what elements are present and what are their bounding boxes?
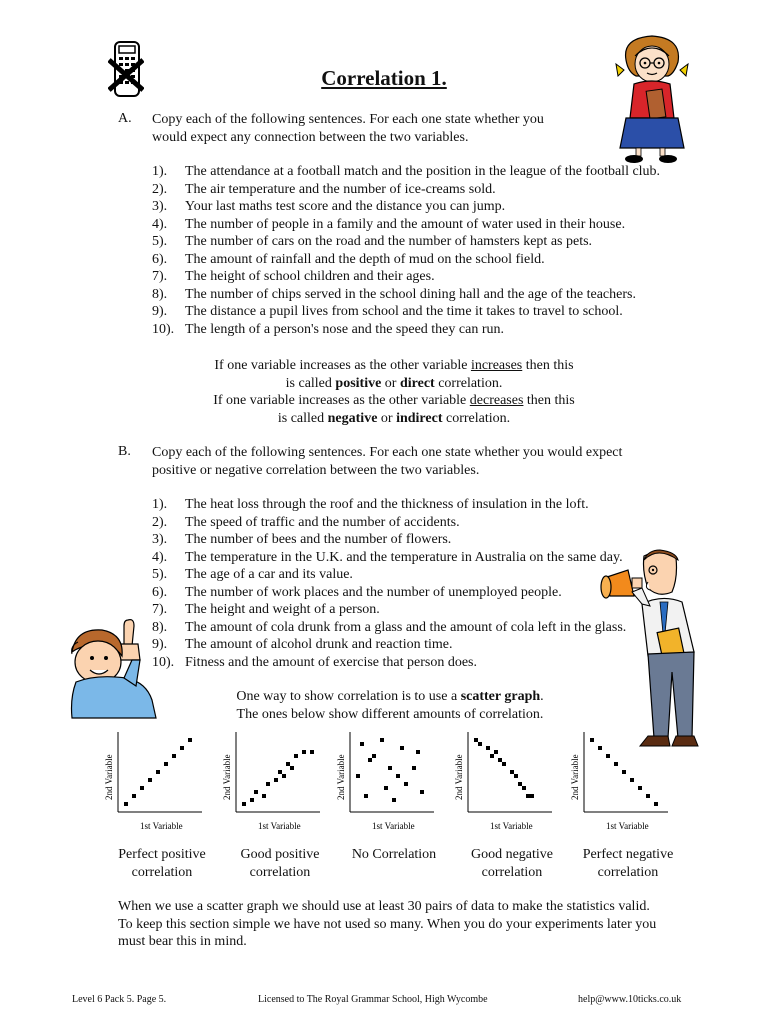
question-number: 3).: [152, 199, 168, 214]
question-item: [152, 268, 660, 286]
scatter-caption: [102, 846, 222, 881]
scatter-point: [502, 762, 506, 766]
def-bold-positive: positive: [335, 375, 382, 391]
question-item: [152, 584, 626, 602]
scatter-point: [384, 786, 388, 790]
scatter-point: [420, 790, 424, 794]
scatter-caption: [568, 846, 688, 881]
scatter-point: [654, 802, 658, 806]
question-item: [152, 549, 626, 567]
x-axis-label: 1st Variable: [372, 821, 415, 831]
question-text: The attendance at a football match and the position in the league of the football club.: [185, 164, 661, 179]
closing-paragraph: [118, 898, 656, 951]
def-text: is called: [277, 410, 328, 426]
scatter-graph: [104, 732, 222, 881]
scatter-caption-line: correlation: [249, 864, 311, 880]
scatter-point: [478, 742, 482, 746]
section-b-question-list: [152, 496, 626, 671]
question-item: [152, 566, 626, 584]
question-number: 7).: [152, 602, 168, 617]
footer-right: help@www.10ticks.co.uk: [578, 994, 682, 1005]
scatter-point: [400, 746, 404, 750]
y-axis-label: 2nd Variable: [104, 754, 114, 800]
scatter-point: [282, 774, 286, 778]
question-text: The number of cars on the road and the number of hamsters kept as pets.: [185, 234, 593, 249]
question-text: The height and weight of a person.: [185, 602, 380, 617]
question-text: The number of people in a family and the amount of water used in their house.: [185, 216, 626, 232]
def-text: then this: [522, 358, 574, 373]
scatter-point: [250, 798, 254, 802]
scatter-point: [164, 762, 168, 766]
scatter-point: [486, 746, 490, 750]
x-axis-label: 1st Variable: [490, 821, 533, 831]
scatter-point: [254, 790, 258, 794]
question-text: The amount of rainfall and the depth of mud on the school field.: [185, 251, 545, 267]
scatter-point: [526, 794, 530, 798]
scatter-point: [598, 746, 602, 750]
scatter-caption-line: correlation: [597, 864, 659, 880]
scatter-point: [364, 794, 368, 798]
question-text: The number of chips served in the school dining hall and the age of the teachers.: [185, 286, 636, 302]
scatter-point: [514, 774, 518, 778]
question-number: 7).: [152, 269, 168, 284]
scatter-caption: [334, 846, 454, 864]
question-text: Your last maths test score and the distance you can jump.: [185, 199, 506, 214]
scatter-plot-svg: [222, 732, 336, 836]
def-bold-indirect: indirect: [396, 410, 443, 426]
question-item: [152, 251, 660, 269]
question-text: The number of work places and the number of unemployed people.: [185, 584, 562, 600]
scatter-point: [412, 766, 416, 770]
scatter-point: [156, 770, 160, 774]
def-text: correlation.: [442, 410, 511, 426]
section-b-intro-line: positive or negative correlation between the two variables.: [152, 462, 480, 478]
def-bold-negative: negative: [327, 410, 378, 426]
section-a-intro-line: would expect any connection between the two variables.: [152, 129, 469, 145]
question-item: [152, 216, 660, 234]
boy-pointing-illustration: [66, 616, 162, 720]
def-text: correlation.: [434, 375, 503, 391]
section-a-question-list: [152, 163, 660, 338]
scatter-point: [368, 758, 372, 762]
question-item: [152, 303, 660, 321]
scatter-point: [302, 750, 306, 754]
scatter-caption: [452, 846, 572, 881]
scatter-point: [360, 742, 364, 746]
scatter-caption-line: Good negative: [470, 847, 554, 862]
section-a-intro-line: Copy each of the following sentences. For each one state whether you: [152, 112, 544, 127]
footer-left: Level 6 Pack 5. Page 5.: [72, 994, 167, 1005]
y-axis-label: 2nd Variable: [570, 754, 580, 800]
scatter-point: [522, 786, 526, 790]
question-number: 6).: [152, 251, 168, 267]
scatter-point: [416, 750, 420, 754]
question-item: [152, 636, 626, 654]
question-number: 9).: [152, 637, 168, 652]
def-text: If one variable increases as the other variable: [214, 358, 471, 373]
question-number: 10).: [152, 654, 175, 670]
scatter-point: [286, 762, 290, 766]
def-underline-decreases: decreases: [469, 393, 524, 408]
scatter-intro-text: .: [540, 689, 544, 704]
section-b-letter: B.: [118, 444, 131, 459]
page-title: Correlation 1.: [321, 66, 447, 90]
section-b-intro: [152, 444, 622, 479]
question-text: The speed of traffic and the number of accidents.: [185, 514, 460, 530]
question-number: 10).: [152, 321, 175, 337]
section-a-intro: [152, 111, 544, 146]
def-text: then this: [523, 393, 575, 408]
scatter-point: [518, 782, 522, 786]
closing-line: must bear this in mind.: [118, 934, 247, 949]
scatter-graph: [222, 732, 340, 881]
def-text: is called: [285, 375, 336, 391]
section-b-intro-line: Copy each of the following sentences. For each one state whether you would expect: [152, 445, 623, 460]
scatter-graph: [454, 732, 572, 881]
def-text: If one variable increases as the other variable: [213, 393, 470, 408]
scatter-point: [498, 758, 502, 762]
scatter-graph: [336, 732, 454, 864]
correlation-definition: [150, 357, 638, 427]
question-number: 4).: [152, 549, 168, 565]
x-axis-label: 1st Variable: [606, 821, 649, 831]
question-item: [152, 163, 660, 181]
scatter-point: [294, 754, 298, 758]
question-number: 2).: [152, 514, 168, 530]
x-axis-label: 1st Variable: [140, 821, 183, 831]
scatter-caption-line: Good positive: [240, 847, 320, 862]
scatter-point: [614, 762, 618, 766]
question-text: The number of bees and the number of flowers.: [185, 532, 452, 547]
scatter-point: [242, 802, 246, 806]
question-number: 5).: [152, 234, 168, 249]
question-text: Fitness and the amount of exercise that person does.: [185, 654, 477, 670]
scatter-point: [404, 782, 408, 786]
scatter-caption-line: correlation: [131, 864, 193, 880]
scatter-point: [266, 782, 270, 786]
closing-line: When we use a scatter graph we should use at least 30 pairs of data to make the statistics valid.: [118, 899, 650, 914]
scatter-point: [290, 766, 294, 770]
question-number: 9).: [152, 304, 168, 319]
scatter-plot-svg: [454, 732, 568, 836]
scatter-point: [510, 770, 514, 774]
scatter-point: [372, 754, 376, 758]
question-number: 8).: [152, 619, 168, 635]
scatter-plot-svg: [570, 732, 684, 836]
scatter-point: [132, 794, 136, 798]
scatter-plot-svg: [104, 732, 218, 836]
question-item: [152, 286, 660, 304]
scatter-point: [124, 802, 128, 806]
question-text: The heat loss through the roof and the thickness of insulation in the loft.: [185, 497, 589, 512]
scatter-point: [172, 754, 176, 758]
question-number: 4).: [152, 216, 168, 232]
question-text: The height of school children and their ages.: [185, 269, 435, 284]
scatter-point: [140, 786, 144, 790]
footer-center: Licensed to The Royal Grammar School, High Wycombe: [258, 994, 488, 1005]
question-text: The distance a pupil lives from school and the time it takes to travel to school.: [185, 304, 623, 319]
scatter-point: [494, 750, 498, 754]
question-item: [152, 514, 626, 532]
question-number: 3).: [152, 532, 168, 547]
question-number: 1).: [152, 164, 168, 179]
question-item: [152, 619, 626, 637]
x-axis-label: 1st Variable: [258, 821, 301, 831]
closing-line: To keep this section simple we have not used so many. When you do your experiments later you: [118, 916, 657, 932]
y-axis-label: 2nd Variable: [336, 754, 346, 800]
question-item: [152, 181, 660, 199]
scatter-point: [530, 794, 534, 798]
question-number: 6).: [152, 584, 168, 600]
scatter-intro-line2: The ones below show different amounts of correlation.: [236, 706, 544, 722]
scatter-point: [638, 786, 642, 790]
scatter-point: [388, 766, 392, 770]
scatter-point: [148, 778, 152, 782]
def-text: or: [377, 410, 397, 426]
scatter-point: [474, 738, 478, 742]
question-text: The amount of alcohol drunk and reaction time.: [185, 637, 453, 652]
scatter-caption-line: Perfect positive: [118, 847, 206, 862]
question-text: The temperature in the U.K. and the temperature in Australia on the same day.: [185, 549, 623, 565]
scatter-caption-line: Perfect negative: [582, 847, 674, 862]
scatter-point: [590, 738, 594, 742]
def-bold-direct: direct: [399, 375, 435, 391]
question-item: [152, 198, 660, 216]
scatter-graph: [570, 732, 688, 881]
question-text: The age of a car and its value.: [185, 567, 353, 582]
question-number: 1).: [152, 497, 168, 512]
scatter-plot-svg: [336, 732, 450, 836]
scatter-intro-bold: scatter graph: [460, 689, 541, 704]
question-item: [152, 233, 660, 251]
scatter-point: [630, 778, 634, 782]
scatter-point: [396, 774, 400, 778]
scatter-point: [646, 794, 650, 798]
scatter-point: [380, 738, 384, 742]
scatter-caption-line: correlation: [481, 864, 543, 880]
scatter-point: [262, 794, 266, 798]
man-with-megaphone-illustration: [598, 548, 708, 756]
question-item: [152, 654, 626, 672]
question-item: [152, 321, 660, 339]
question-number: 8).: [152, 286, 168, 302]
question-number: 2).: [152, 181, 168, 197]
question-item: [152, 496, 626, 514]
def-text: or: [381, 375, 400, 391]
scatter-point: [180, 746, 184, 750]
scatter-point: [274, 778, 278, 782]
scatter-intro: [160, 688, 620, 723]
scatter-caption-line: No Correlation: [351, 847, 437, 862]
scatter-point: [606, 754, 610, 758]
scatter-point: [622, 770, 626, 774]
question-text: The length of a person's nose and the speed they can run.: [185, 321, 504, 337]
scatter-intro-text: One way to show correlation is to use a: [236, 689, 461, 704]
scatter-point: [310, 750, 314, 754]
scatter-point: [278, 770, 282, 774]
question-number: 5).: [152, 567, 168, 582]
y-axis-label: 2nd Variable: [222, 754, 232, 800]
scatter-point: [392, 798, 396, 802]
question-item: [152, 601, 626, 619]
scatter-caption: [220, 846, 340, 881]
question-text: The amount of cola drunk from a glass and the amount of cola left in the glass.: [185, 619, 627, 635]
scatter-point: [490, 754, 494, 758]
scatter-point: [356, 774, 360, 778]
def-underline-increases: increases: [470, 358, 523, 373]
scatter-point: [188, 738, 192, 742]
question-item: [152, 531, 626, 549]
question-text: The air temperature and the number of ice-creams sold.: [185, 181, 496, 197]
section-a-letter: A.: [118, 111, 132, 126]
girl-with-books-illustration: [612, 30, 692, 166]
y-axis-label: 2nd Variable: [454, 754, 464, 800]
